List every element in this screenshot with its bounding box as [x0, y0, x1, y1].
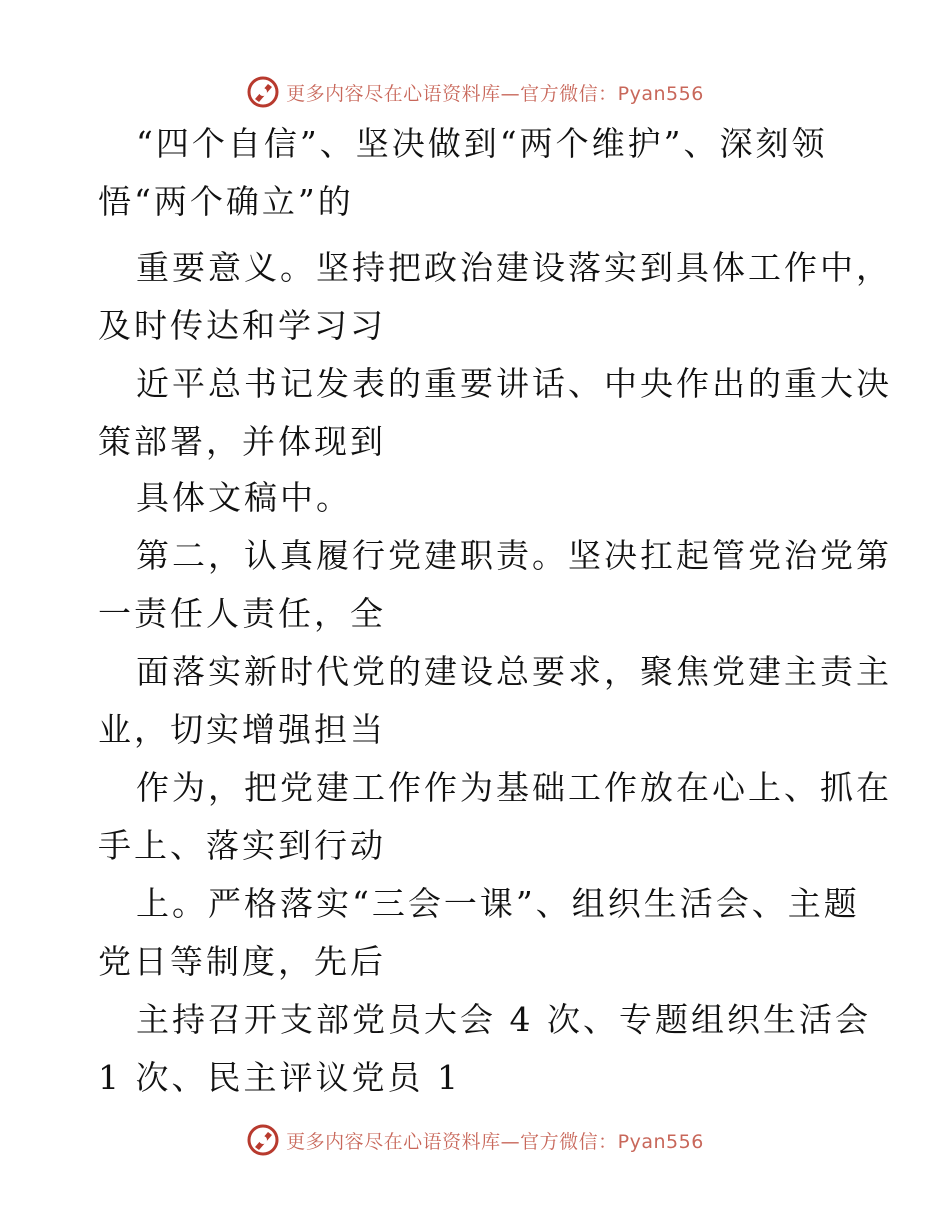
body-line: 具体文稿中。: [136, 478, 352, 517]
body-line: 一责任人责任，全: [98, 594, 386, 633]
body-line: 第二，认真履行党建职责。坚决扛起管党治党第: [136, 536, 892, 575]
body-line: 1 次、民主评议党员 1: [98, 1058, 461, 1097]
body-line: 近平总书记发表的重要讲话、中央作出的重大决: [136, 364, 892, 403]
pen-seal-icon: [246, 1123, 280, 1157]
body-line: 及时传达和学习习: [98, 306, 386, 345]
body-line: 主持召开支部党员大会 4 次、专题组织生活会: [136, 1000, 871, 1039]
watermark-text: 更多内容尽在心语资料库—官方微信：Pyan556: [286, 1130, 704, 1153]
body-line: 重要意义。坚持把政治建设落实到具体工作中，: [136, 248, 892, 287]
body-line: 上。严格落实“三会一课”、组织生活会、主题: [136, 884, 860, 923]
header-watermark: [0, 72, 950, 112]
body-line: 手上、落实到行动: [98, 826, 386, 865]
body-line: 业，切实增强担当: [98, 710, 386, 749]
body-line: 悟“两个确立”的: [98, 182, 354, 221]
body-line: “四个自信”、坚决做到“两个维护”、深刻领: [136, 124, 828, 163]
watermark-text: 更多内容尽在心语资料库—官方微信：Pyan556: [286, 82, 704, 105]
body-line: 党日等制度，先后: [98, 942, 386, 981]
body-line: 面落实新时代党的建设总要求，聚焦党建主责主: [136, 652, 892, 691]
body-line: 策部署，并体现到: [98, 422, 386, 461]
body-line: 作为，把党建工作作为基础工作放在心上、抓在: [136, 768, 892, 807]
pen-seal-icon: [246, 75, 280, 109]
footer-watermark: [0, 1120, 950, 1160]
